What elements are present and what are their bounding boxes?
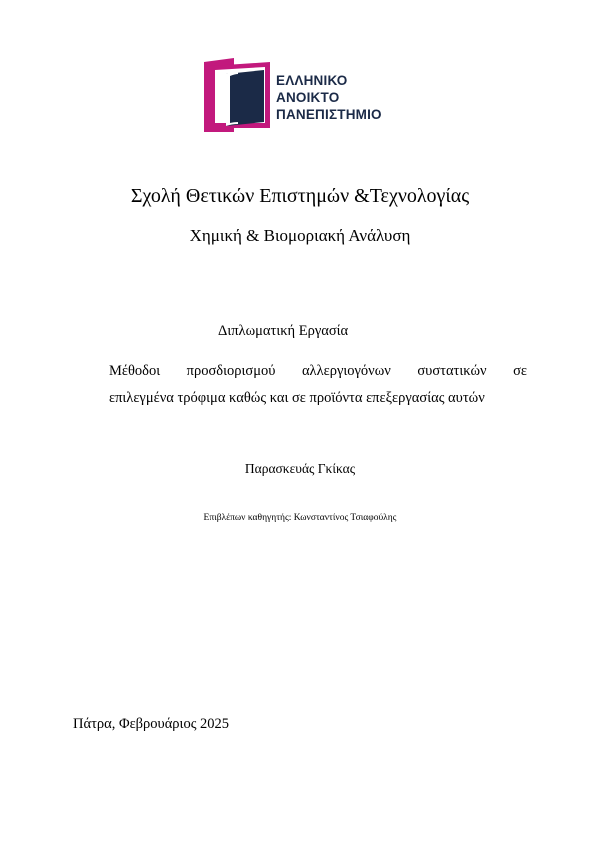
- author-name: Παρασκευάς Γκίκας: [244, 461, 356, 476]
- logo-wordmark: [276, 72, 382, 123]
- place-date: Πάτρα, Φεβρουάριος 2025: [73, 716, 230, 732]
- thesis-title-line: Μέθοδοι προσδιορισμού αλλεργιογόνων συστατικών σε: [109, 363, 527, 379]
- school-name: Σχολή Θετικών Επιστημών &Τεχνολογίας: [130, 185, 470, 207]
- logo-line: ΑΝΟΙΚΤΟ: [276, 90, 340, 105]
- program-name: Χημική & Βιομοριακή Ανάλυση: [189, 226, 411, 245]
- logo-line: ΠΑΝΕΠΙΣΤΗΜΙΟ: [276, 107, 382, 122]
- university-logo: [204, 58, 394, 132]
- logo-line: ΕΛΛΗΝΙΚΟ: [276, 73, 348, 88]
- thesis-type: Διπλωματική Εργασία: [218, 323, 349, 339]
- open-book-logo-icon: [204, 58, 274, 132]
- thesis-title-line: επιλεγμένα τρόφιμα καθώς και σε προϊόντα επεξεργασίας αυτών: [109, 390, 485, 406]
- supervisor: Επιβλέπων καθηγητής: Κωνσταντίνος Τσιαφούλης: [203, 513, 397, 523]
- thesis-title: [109, 358, 527, 412]
